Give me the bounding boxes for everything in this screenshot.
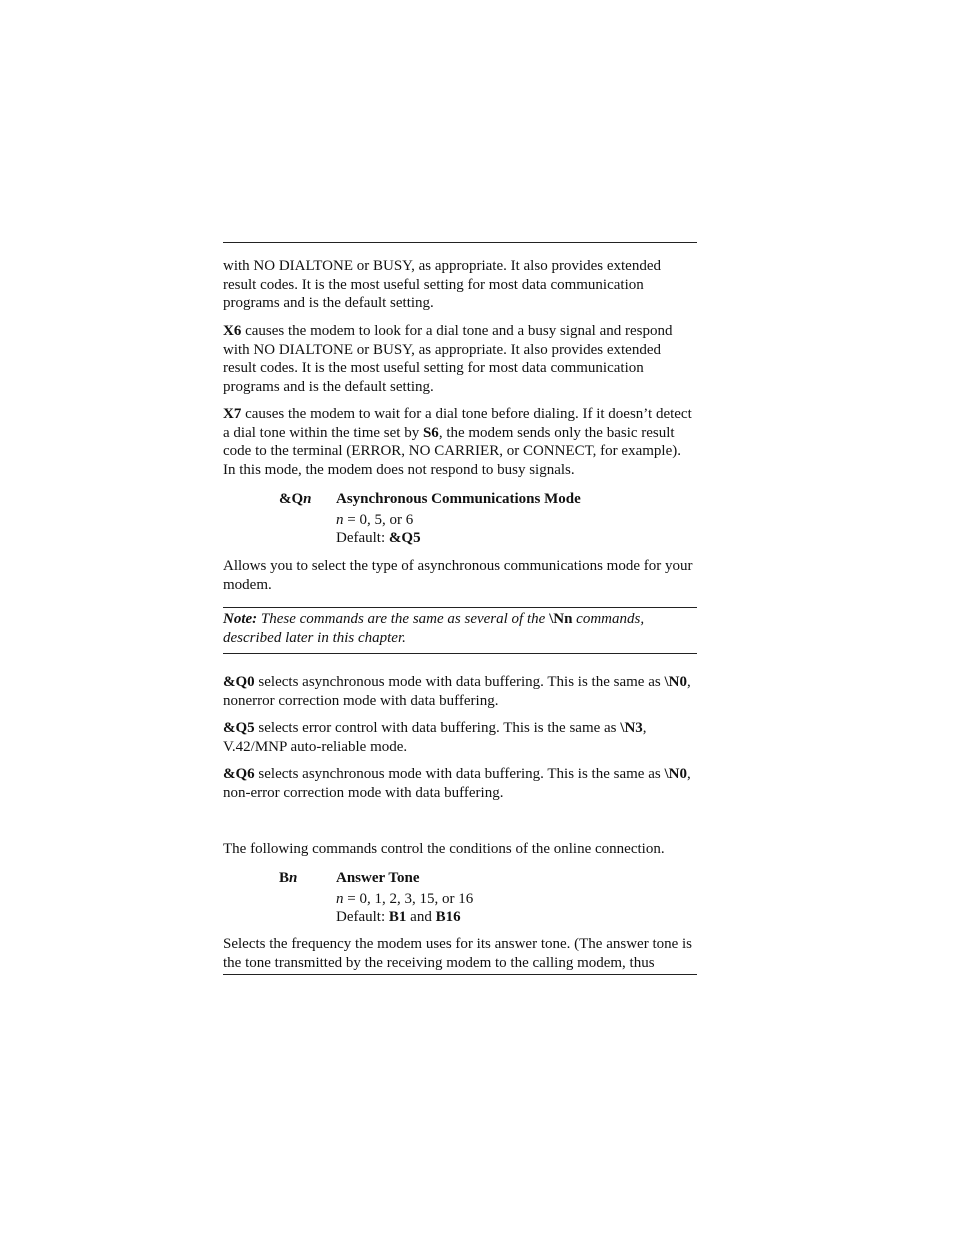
q0-paragraph: &Q0 selects asynchronous mode with data buffering. This is the same as \N0, nonerror correction mode with data buffering. — [223, 674, 691, 709]
note-top-rule — [223, 607, 697, 608]
footer-rule — [223, 974, 697, 975]
note-bottom-rule — [223, 653, 697, 654]
x7-code: X7 — [223, 406, 242, 422]
q5-paragraph: &Q5 selects error control with data buffering. This is the same as \N3, V.42/MNP auto-reliable mode. — [223, 720, 647, 755]
bn-default: Default: B1 and B16 — [336, 909, 461, 926]
qn-details — [336, 490, 696, 548]
bn-title: Answer Tone — [336, 870, 420, 886]
x6-text: causes the modem to look for a dial tone and a busy signal and respond with NO DIALTONE or BUSY, as appropriate. It also provides extended result codes. It is the most useful setting for most data communication programs and is the default setting. — [223, 323, 673, 395]
x6-paragraph — [223, 322, 697, 396]
qn-command: &Qn — [279, 491, 312, 507]
header-rule — [223, 242, 697, 243]
qn-range: n = 0, 5, or 6 — [336, 511, 414, 528]
bn-details — [336, 869, 696, 927]
continued-paragraph: with NO DIALTONE or BUSY, as appropriate. It also provides extended result codes. It is the most useful setting for most data communication programs and is the default setting. — [223, 258, 661, 312]
bn-description: Selects the frequency the modem uses for its answer tone. (The answer tone is the tone transmitted by the receiving modem to the calling modem, thus — [223, 936, 693, 971]
qn-description: Allows you to select the type of asynchronous communications mode for your modem. — [223, 558, 693, 593]
s6-ref: S6 — [422, 424, 439, 441]
x6-code: X6 — [223, 323, 242, 339]
x7-paragraph: X7 causes the modem to wait for a dial tone before dialing. If it doesn’t detect a dial tone within the time set by S6, the modem sends only the basic result code to the terminal (ERROR, NO CARRIER, or CONNECT, for example). In this mode, the modem does not respond to busy signals. — [223, 406, 692, 478]
q6-paragraph: &Q6 selects asynchronous mode with data buffering. This is the same as \N0, non-error correction mode with data buffering. — [223, 766, 691, 801]
qn-default: Default: &Q5 — [336, 530, 421, 547]
bn-range: n = 0, 1, 2, 3, 15, or 16 — [336, 890, 474, 907]
note-box: Note: These commands are the same as several of the \Nn commands, described later in this chapter. — [223, 611, 645, 646]
bn-command: Bn — [279, 870, 298, 886]
qn-title: Asynchronous Communications Mode — [336, 491, 581, 507]
online-paragraph: The following commands control the conditions of the online connection. — [223, 841, 665, 857]
note-label: Note: — [223, 611, 258, 627]
